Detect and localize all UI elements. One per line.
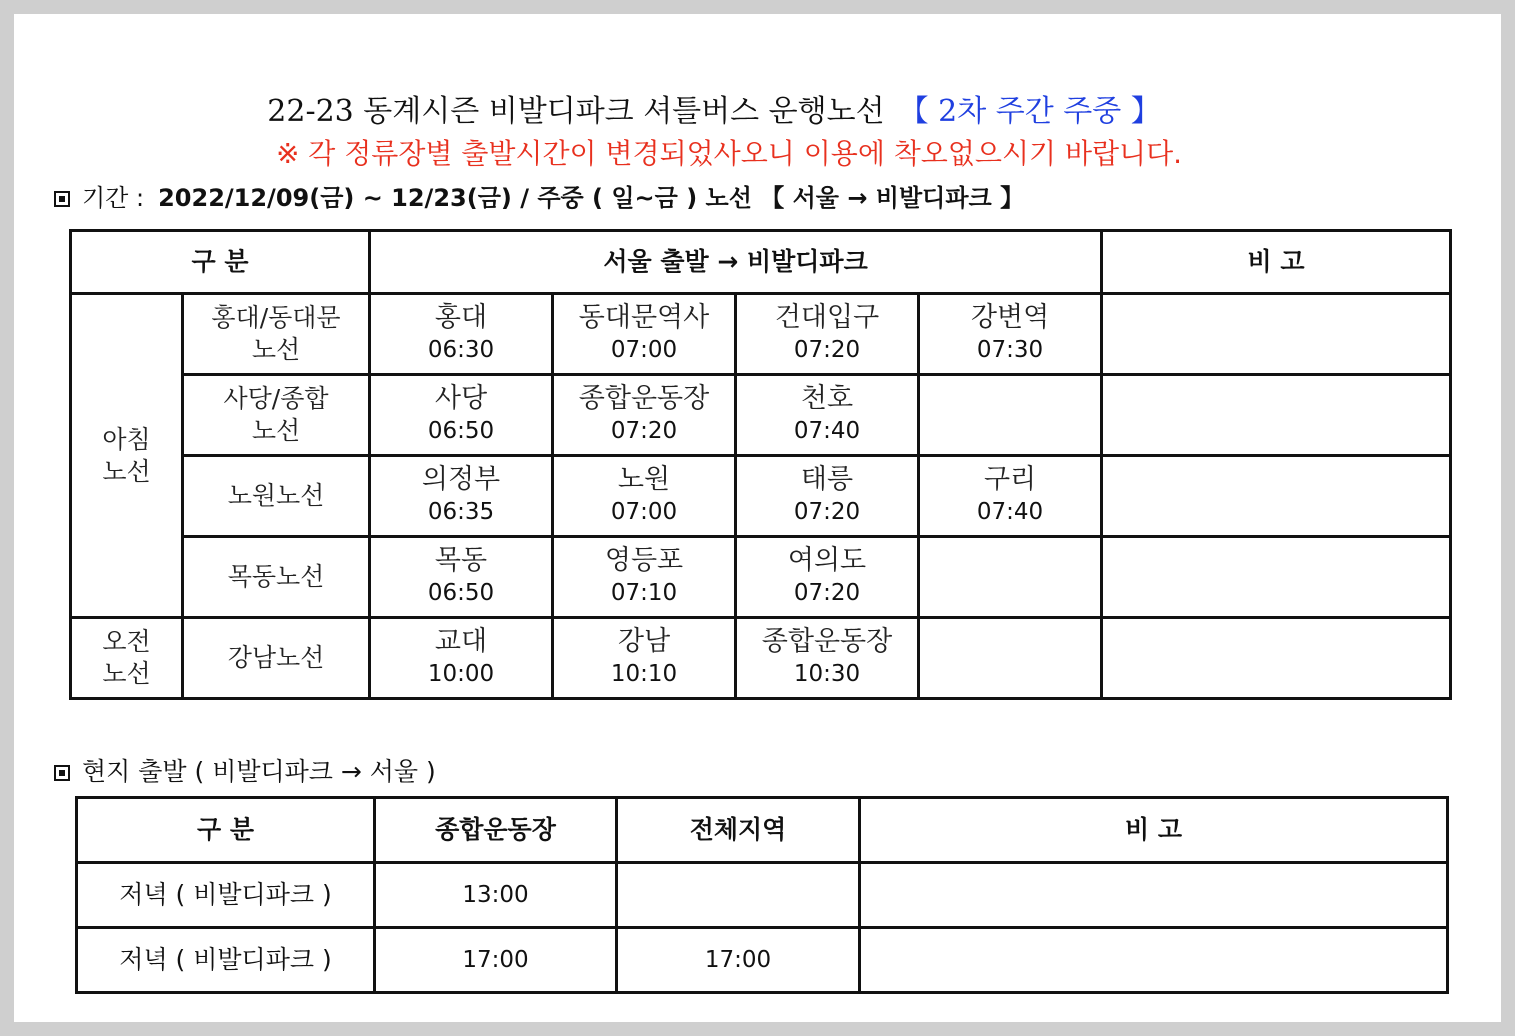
stop-name: 강남: [617, 626, 671, 657]
group-forenoon: 오전 노선: [71, 618, 183, 699]
outbound-header-row: [71, 231, 1451, 294]
return-schedule-table: [75, 796, 1449, 994]
stop-cell: [370, 618, 553, 699]
header-route: 서울 출발 → 비발디파크: [370, 231, 1102, 294]
stop-name: 의정부: [421, 464, 501, 495]
stop-time: 07:00: [610, 499, 678, 525]
row-label: 저녁 ( 비발디파크 ): [77, 928, 375, 993]
note-cell: [1102, 618, 1451, 699]
stop-time: 07:00: [610, 337, 678, 363]
stop-time: 06:50: [427, 580, 495, 606]
period-value: 2022/12/09(금) ~ 12/23(금) / 주중 ( 일~금 ) 노선 【 서울 → 비발디파크 】: [158, 184, 1025, 212]
stop-name: 목동: [434, 545, 488, 576]
time-cell: 17:00: [617, 928, 860, 993]
note-cell: [860, 863, 1448, 928]
stop-name: 교대: [434, 626, 488, 657]
time-cell: 13:00: [375, 863, 617, 928]
period-label: 기간 :: [82, 184, 145, 212]
stop-cell: [370, 375, 553, 456]
table-row: [71, 375, 1451, 456]
stop-cell: [736, 537, 919, 618]
stop-name: 종합운동장: [761, 626, 893, 657]
note-cell: [1102, 294, 1451, 375]
route-name: 강남노선: [183, 618, 370, 699]
note-cell: [1102, 375, 1451, 456]
table-row: [77, 863, 1448, 928]
outbound-schedule-table: [69, 229, 1452, 700]
route-name: 목동노선: [183, 537, 370, 618]
header-note: 비 고: [1102, 231, 1451, 294]
stop-time: 07:30: [976, 337, 1044, 363]
square-bullet-icon: [54, 191, 70, 207]
stop-cell: [370, 456, 553, 537]
stop-time: 06:30: [427, 337, 495, 363]
table-row: [71, 294, 1451, 375]
stop-name: 홍대: [434, 302, 488, 333]
document-page: [14, 14, 1501, 1022]
stop-name: 영등포: [604, 545, 684, 576]
title-badge: 【 2차 주간 주중 】: [898, 94, 1161, 129]
stop-cell: [736, 618, 919, 699]
time-cell: 17:00: [375, 928, 617, 993]
stop-cell: [370, 537, 553, 618]
group-morning: 아침 노선: [71, 294, 183, 618]
stop-name: 태릉: [800, 464, 854, 495]
square-bullet-icon: [54, 765, 70, 781]
stop-time: 07:20: [793, 499, 861, 525]
header-col1: 종합운동장: [375, 798, 617, 863]
table-row: [71, 537, 1451, 618]
table-row: [71, 618, 1451, 699]
table-row: [77, 928, 1448, 993]
stop-time: 07:20: [793, 580, 861, 606]
return-header-row: [77, 798, 1448, 863]
route-name: 사당/종합 노선: [183, 375, 370, 456]
header-note: 비 고: [860, 798, 1448, 863]
stop-name: 건대입구: [774, 302, 880, 333]
stop-time: 07:40: [793, 418, 861, 444]
header-col2: 전체지역: [617, 798, 860, 863]
stop-cell: [919, 456, 1102, 537]
header-category: 구 분: [77, 798, 375, 863]
stop-cell: [553, 294, 736, 375]
stop-cell: [736, 375, 919, 456]
stop-cell: [370, 294, 553, 375]
period-line: [54, 178, 1024, 213]
stop-name: 동대문역사: [578, 302, 710, 333]
stop-cell: [736, 456, 919, 537]
stop-time: 10:00: [427, 661, 495, 687]
header-category: 구 분: [71, 231, 370, 294]
stop-name: 천호: [800, 383, 854, 414]
note-cell: [1102, 537, 1451, 618]
stop-cell: [736, 294, 919, 375]
stop-time: 06:35: [427, 499, 495, 525]
stop-name: 구리: [983, 464, 1037, 495]
stop-time: 10:10: [610, 661, 678, 687]
stop-time: 07:10: [610, 580, 678, 606]
stop-time: 06:50: [427, 418, 495, 444]
stop-name: 사당: [434, 383, 488, 414]
stop-cell: [553, 537, 736, 618]
stop-cell: [553, 456, 736, 537]
stop-cell: [919, 375, 1102, 456]
return-section-label: 현지 출발 ( 비발디파크 → 서울 ): [82, 757, 436, 786]
stop-cell: [553, 375, 736, 456]
title-main: 22-23 동계시즌 비발디파크 셔틀버스 운행노선: [267, 94, 885, 129]
stop-cell: [919, 618, 1102, 699]
stop-name: 강변역: [970, 302, 1050, 333]
stop-time: 07:40: [976, 499, 1044, 525]
stop-name: 종합운동장: [578, 383, 710, 414]
time-cell: [617, 863, 860, 928]
stop-cell: [919, 294, 1102, 375]
row-label: 저녁 ( 비발디파크 ): [77, 863, 375, 928]
route-name: 노원노선: [183, 456, 370, 537]
return-section-heading: [54, 752, 436, 788]
notice-text: ※ 각 정류장별 출발시간이 변경되었사오니 이용에 착오없으시기 바랍니다.: [275, 137, 1183, 170]
stop-name: 여의도: [787, 545, 867, 576]
stop-time: 07:20: [793, 337, 861, 363]
stop-time: 10:30: [793, 661, 861, 687]
route-name: 홍대/동대문 노선: [183, 294, 370, 375]
note-cell: [1102, 456, 1451, 537]
document-title: [14, 86, 1414, 130]
table-row: [71, 456, 1451, 537]
note-cell: [860, 928, 1448, 993]
stop-cell: [919, 537, 1102, 618]
stop-time: 07:20: [610, 418, 678, 444]
stop-cell: [553, 618, 736, 699]
stop-name: 노원: [617, 464, 671, 495]
